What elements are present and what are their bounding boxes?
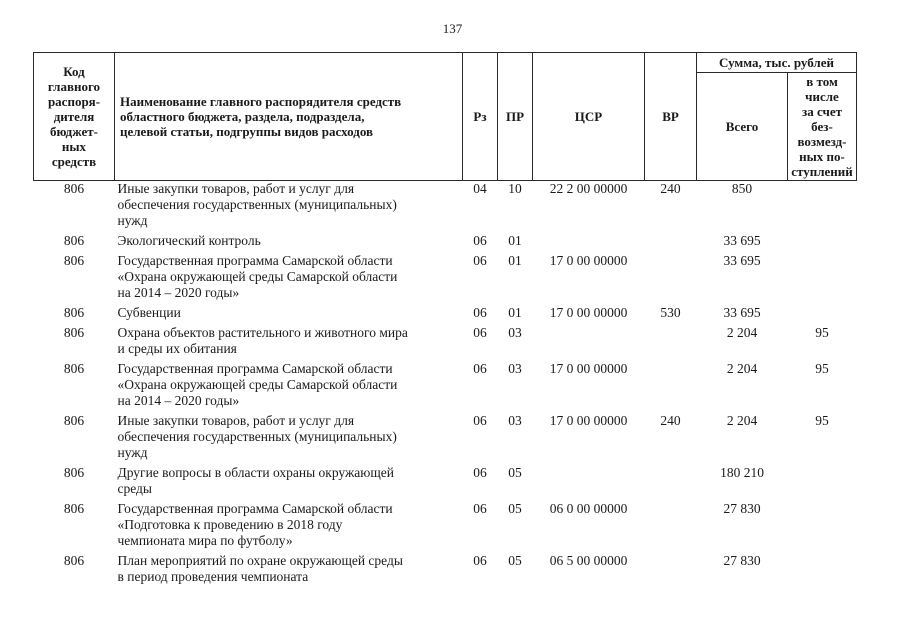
cell-csr: 17 0 00 00000 (549, 305, 628, 320)
cell-code: 806 (63, 413, 85, 428)
cell-vr (645, 325, 697, 361)
page-number: 137 (442, 21, 463, 36)
text-line: среды (117, 481, 152, 496)
cell-total: 33 695 (723, 253, 761, 268)
text-line: в том числе (805, 74, 839, 104)
cell-name (115, 465, 463, 501)
cell-csr: 22 2 00 00000 (549, 181, 628, 196)
cell-rz: 06 (473, 553, 487, 568)
table-row (34, 465, 857, 501)
text-line: возмезд- (797, 134, 847, 149)
table-row (34, 501, 857, 553)
text-line: и среды их обитания (117, 341, 237, 356)
text-line: бюджет- (49, 124, 98, 139)
cell-pr: 03 (508, 325, 522, 340)
cell-csr (533, 465, 645, 501)
text-line: Государственная программа Самарской области (117, 253, 393, 268)
text-line: ных (61, 139, 87, 154)
cell-csr: 06 0 00 00000 (549, 501, 628, 516)
cell-rz: 06 (473, 325, 487, 340)
text-line: «Подготовка к проведению в 2018 году (117, 517, 343, 532)
cell-pr: 05 (508, 501, 522, 516)
cell-vr (645, 465, 697, 501)
cell-vr: 240 (660, 413, 681, 428)
cell-total: 2 204 (726, 361, 758, 376)
budget-table (33, 52, 857, 589)
header-pr: ПР (498, 53, 533, 181)
text-line: Наименование главного распорядителя средств (120, 94, 402, 109)
text-line: на 2014 – 2020 годы» (117, 393, 240, 408)
cell-total: 2 204 (726, 325, 758, 340)
text-line: в период проведения чемпионата (117, 569, 309, 584)
text-line: чемпионата мира по футболу» (117, 533, 293, 548)
text-line: Государственная программа Самарской области (117, 501, 393, 516)
cell-rz: 06 (473, 253, 487, 268)
cell-pr: 01 (508, 305, 522, 320)
table-row (34, 361, 857, 413)
text-line: областного бюджета, раздела, подраздела, (120, 109, 365, 124)
cell-code: 806 (63, 253, 85, 268)
table-row (34, 181, 857, 234)
text-line: за счет без- (802, 104, 842, 134)
cell-incl: 95 (815, 325, 829, 340)
cell-vr: 240 (660, 181, 681, 196)
cell-vr (645, 501, 697, 553)
cell-total: 27 830 (723, 501, 761, 516)
text-line: главного (47, 79, 101, 94)
text-line: «Охрана окружающей среды Самарской области (117, 377, 398, 392)
text-line: дителя (53, 109, 95, 124)
text-line: обеспечения государственных (муниципальных) (117, 429, 397, 444)
cell-total: 2 204 (726, 413, 758, 428)
cell-incl (788, 233, 857, 253)
header-incl (788, 73, 857, 181)
cell-name (115, 553, 463, 589)
cell-pr: 05 (508, 465, 522, 480)
cell-incl (788, 553, 857, 589)
cell-pr: 05 (508, 553, 522, 568)
cell-total: 33 695 (723, 305, 761, 320)
cell-csr: 17 0 00 00000 (549, 361, 628, 376)
cell-rz: 06 (473, 501, 487, 516)
cell-name (115, 233, 463, 253)
table-row (34, 325, 857, 361)
table-row (34, 233, 857, 253)
cell-incl (788, 501, 857, 553)
cell-incl: 95 (815, 361, 829, 376)
cell-name (115, 253, 463, 305)
table-row (34, 253, 857, 305)
cell-code: 806 (63, 233, 85, 248)
cell-incl: 95 (815, 413, 829, 428)
cell-code: 806 (63, 305, 85, 320)
cell-code: 806 (63, 181, 85, 196)
header-csr: ЦСР (533, 53, 645, 181)
cell-name (115, 501, 463, 553)
text-line: нужд (117, 445, 148, 460)
text-line: Код (63, 64, 85, 79)
text-line: Иные закупки товаров, работ и услуг для (117, 181, 355, 196)
text-line: Другие вопросы в области охраны окружающей (117, 465, 394, 480)
text-line: средств (51, 154, 97, 169)
header-sum: Сумма, тыс. рублей (697, 53, 857, 73)
cell-csr: 17 0 00 00000 (549, 413, 628, 428)
cell-name (115, 413, 463, 465)
text-line: Охрана объектов растительного и животного мира (117, 325, 408, 340)
table-row (34, 553, 857, 589)
text-line: Государственная программа Самарской области (117, 361, 393, 376)
cell-total: 27 830 (723, 553, 761, 568)
header-total: Всего (697, 73, 788, 181)
text-line: распоря- (47, 94, 101, 109)
text-line: ступлений (791, 164, 853, 179)
text-line: «Охрана окружающей среды Самарской области (117, 269, 398, 284)
header-code (34, 53, 115, 181)
cell-vr: 530 (660, 305, 681, 320)
cell-code: 806 (63, 553, 85, 568)
table-body (34, 181, 857, 590)
cell-rz: 06 (473, 465, 487, 480)
cell-vr (645, 553, 697, 589)
cell-csr (533, 233, 645, 253)
cell-vr (645, 233, 697, 253)
cell-total: 33 695 (723, 233, 761, 248)
text-line: Экологический контроль (117, 233, 261, 248)
cell-csr: 17 0 00 00000 (549, 253, 628, 268)
text-line: Иные закупки товаров, работ и услуг для (117, 413, 355, 428)
cell-rz: 04 (473, 181, 487, 196)
table-row (34, 413, 857, 465)
text-line: целевой статьи, подгруппы видов расходов (120, 124, 374, 139)
text-line: обеспечения государственных (муниципальных) (117, 197, 397, 212)
text-line: План мероприятий по охране окружающей среды (117, 553, 403, 568)
text-line: Субвенции (117, 305, 181, 320)
cell-pr: 03 (508, 413, 522, 428)
cell-name (115, 181, 463, 234)
cell-vr (645, 253, 697, 305)
cell-name (115, 361, 463, 413)
table-row (34, 305, 857, 325)
cell-incl (788, 465, 857, 501)
cell-code: 806 (63, 465, 85, 480)
header-name (115, 53, 463, 181)
header-rz: Рз (463, 53, 498, 181)
text-line: ных по- (799, 149, 845, 164)
cell-incl (788, 253, 857, 305)
cell-pr: 01 (508, 253, 522, 268)
cell-code: 806 (63, 361, 85, 376)
cell-total: 850 (731, 181, 753, 196)
text-line: на 2014 – 2020 годы» (117, 285, 240, 300)
cell-rz: 06 (473, 233, 487, 248)
cell-rz: 06 (473, 361, 487, 376)
cell-pr: 03 (508, 361, 522, 376)
cell-vr (645, 361, 697, 413)
cell-csr (533, 325, 645, 361)
cell-total: 180 210 (720, 465, 764, 480)
header-vr: ВР (645, 53, 697, 181)
cell-csr: 06 5 00 00000 (549, 553, 628, 568)
cell-pr: 10 (508, 181, 522, 196)
cell-incl (788, 305, 857, 325)
cell-code: 806 (63, 325, 85, 340)
cell-rz: 06 (473, 413, 487, 428)
text-line: нужд (117, 213, 148, 228)
cell-incl (788, 181, 857, 234)
cell-code: 806 (63, 501, 85, 516)
cell-rz: 06 (473, 305, 487, 320)
cell-name (115, 305, 463, 325)
cell-pr: 01 (508, 233, 522, 248)
cell-name (115, 325, 463, 361)
header-row-1 (34, 53, 857, 73)
